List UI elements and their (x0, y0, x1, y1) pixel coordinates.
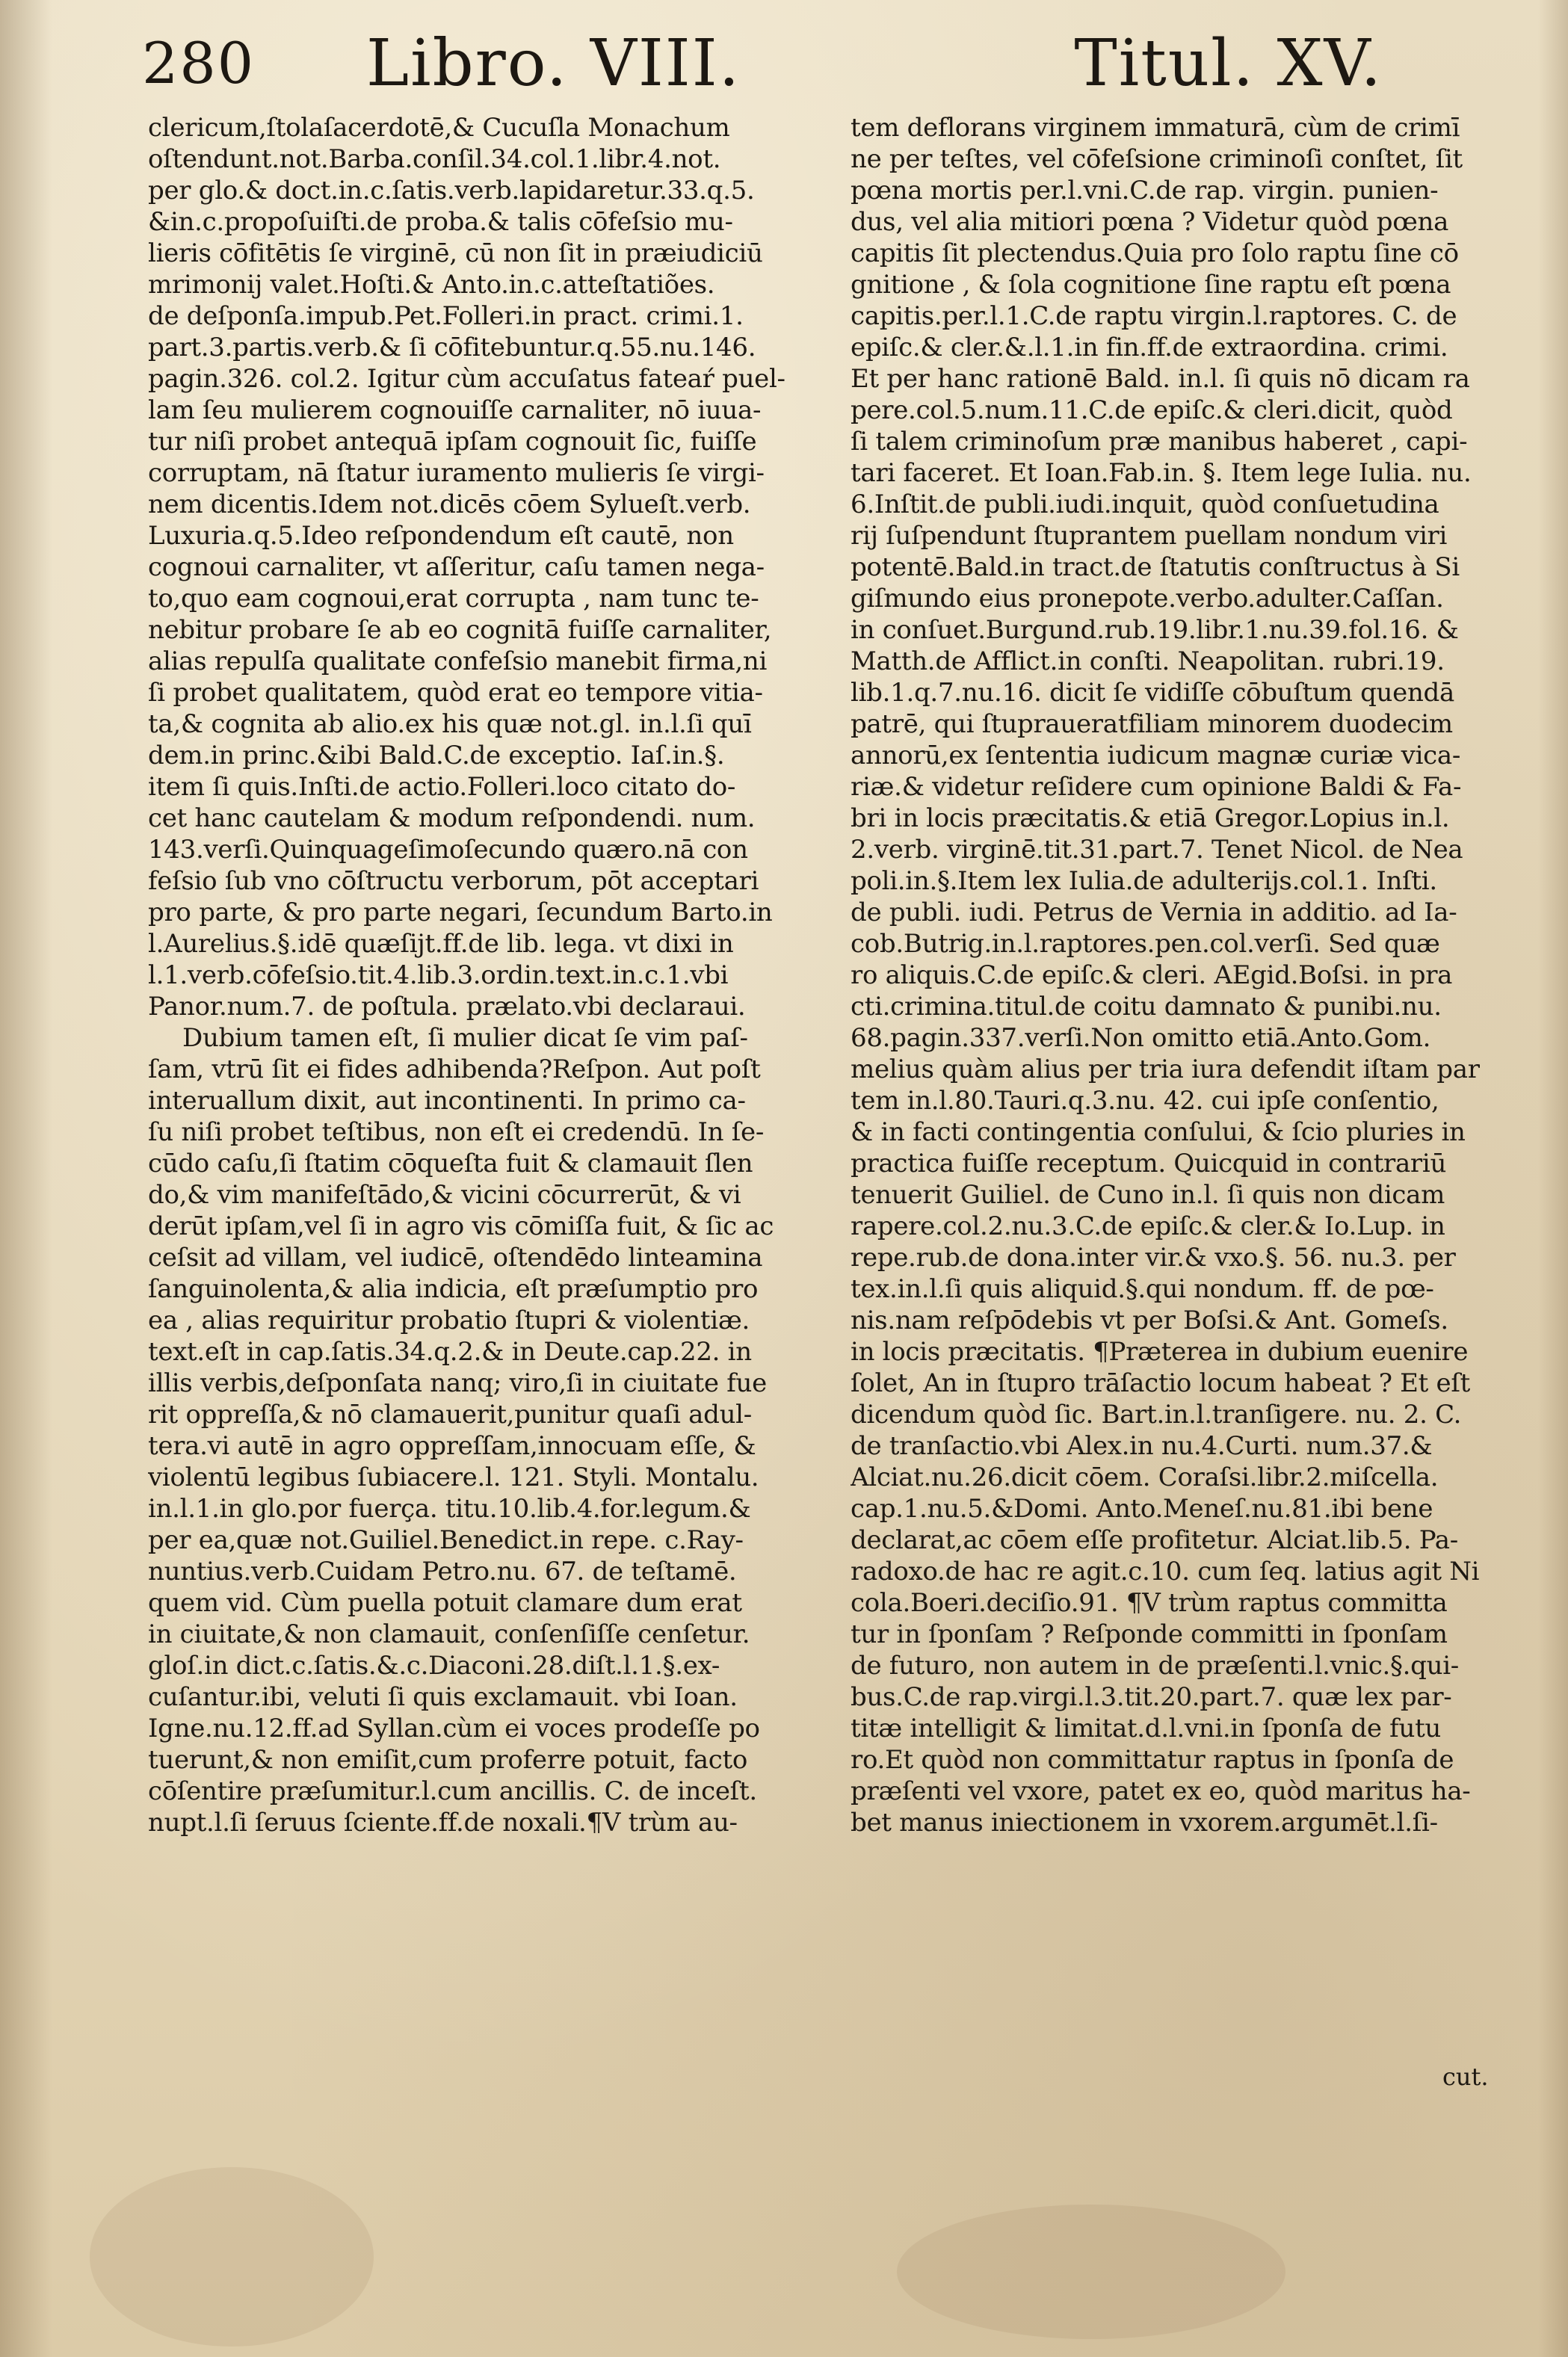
text-line: l.1.verb.cōfeſsio.tit.4.lib.3.ordin.text.in.c.1.vbi (148, 960, 729, 990)
text-line: Matth.de Afflict.in conſti. Neapolitan. rubri.19. (851, 646, 1445, 676)
text-line: in conſuet.Burgund.rub.19.libr.1.nu.39.fol.16. & (851, 615, 1459, 645)
text-line: dicendum quòd ſic. Bart.in.l.tranſigere. nu. 2. C. (851, 1400, 1462, 1430)
text-line: 6.Inſtit.de publi.iudi.inquit, quòd conſuetudina (851, 489, 1439, 519)
text-line: ſam, vtrū ſit ei fides adhibenda?Reſpon. Aut poſt (148, 1054, 761, 1084)
text-line: in locis præcitatis. ¶Præterea in dubium euenire (851, 1337, 1469, 1367)
text-line: text.eſt in cap.ſatis.34.q.2.& in Deute.cap.22. in (148, 1337, 752, 1367)
text-line: repe.rub.de dona.inter vir.& vxo.§. 56. nu.3. per (851, 1243, 1456, 1273)
text-line: de deſponſa.impub.Pet.Folleri.in pract. crimi.1. (148, 301, 744, 331)
text-line: cognoui carnaliter, vt aſſeritur, caſu tamen nega- (148, 552, 765, 582)
text-line: ne per teſtes, vel cōfeſsione criminoſi conſtet, ſit (851, 144, 1463, 174)
text-line: pœna mortis per.l.vni.C.de rap. virgin. punien- (851, 176, 1439, 206)
text-line: tera.vi autē in agro oppreſſam,innocuam eſſe, & (148, 1431, 756, 1461)
text-line: Dubium tamen eſt, ſi mulier dicat ſe vim paſ- (182, 1023, 748, 1053)
text-line: ſu niſi probet teſtibus, non eſt ei credendū. In ſe- (148, 1117, 765, 1147)
text-line: Panor.num.7. de poſtula. prælato.vbi declaraui. (148, 992, 746, 1022)
text-line: annorū,ex ſententia iudicum magnæ curiæ vica- (851, 741, 1461, 770)
text-line: rit oppreſſa,& nō clamauerit,punitur quaſi adul- (148, 1400, 752, 1430)
text-line: illis verbis,deſponſata nanq; viro,ſi in ciuitate fue (148, 1368, 767, 1398)
left-text-column (148, 112, 806, 1838)
text-line: lam ſeu mulierem cognouiſſe carnaliter, nō iuua- (148, 395, 762, 425)
text-line: cūdo caſu,ſi ſtatim cōqueſta fuit & clamauit ſlen (148, 1149, 753, 1178)
text-line: ta,& cognita ab alio.ex his quæ not.gl. in.l.ſi quī (148, 709, 752, 739)
text-line: gnitione , & ſola cognitione ſine raptu eſt pœna (851, 270, 1451, 300)
text-line: ceſsit ad villam, vel iudicē, oſtendēdo linteamina (148, 1243, 763, 1273)
text-line: nuntius.verb.Cuidam Petro.nu. 67. de teſtamē. (148, 1557, 737, 1587)
text-line: de publi. iudi. Petrus de Vernia in additio. ad Ia- (851, 898, 1457, 927)
text-line: mrimonij valet.Hoſti.& Anto.in.c.atteſtatiões. (148, 270, 715, 300)
text-line: cōſentire præſumitur.l.cum ancillis. C. de inceſt. (148, 1776, 757, 1806)
text-line: l.Aurelius.§.idē quæſijt.ff.de lib. lega. vt dixi in (148, 929, 734, 959)
text-line: 68.pagin.337.verſi.Non omitto etiā.Anto.Gom. (851, 1023, 1431, 1053)
text-line: tuerunt,& non emiſit,cum proferre potuit, facto (148, 1745, 748, 1775)
text-line: epiſc.& cler.&.l.1.in fin.ff.de extraordina. crimi. (851, 333, 1448, 362)
text-line: bet manus iniectionem in vxorem.argumēt.l.ſi- (851, 1808, 1438, 1838)
text-line: titæ intelligit & limitat.d.l.vni.in ſponſa de futu (851, 1714, 1442, 1743)
text-line: item ſi quis.Inſti.de actio.Folleri.loco citato do- (148, 772, 736, 802)
running-book-title: Libro. VIII. (366, 26, 741, 101)
text-line: corruptam, nā ſtatur iuramento mulieris ſe virgi- (148, 458, 765, 488)
text-line: nupt.l.ſi ſeruus ſciente.ff.de noxali.¶V trùm au- (148, 1808, 738, 1838)
text-line: de futuro, non autem in de præſenti.l.vnic.§.qui- (851, 1651, 1459, 1681)
text-line: bri in locis præcitatis.& etiā Gregor.Lopius in.l. (851, 803, 1450, 833)
text-line: nebitur probare ſe ab eo cognitā fuiſſe carnaliter, (148, 615, 772, 645)
text-line: ro.Et quòd non committatur raptus in ſponſa de (851, 1745, 1454, 1775)
text-line: tem deflorans virginem immaturā, cùm de crimī (851, 113, 1460, 143)
text-line: quem vid. Cùm puella potuit clamare dum erat (148, 1588, 742, 1618)
text-line: do,& vim manifeſtādo,& vicini cōcurrerūt, & vi (148, 1180, 741, 1210)
text-line: de tranſactio.vbi Alex.in nu.4.Curti. num.37.& (851, 1431, 1433, 1461)
text-line: cola.Boeri.deciſio.91. ¶V trùm raptus committa (851, 1588, 1448, 1618)
text-line: tari faceret. Et Ioan.Fab.in. §. Item lege Iulia. nu. (851, 458, 1472, 488)
running-section-title: Titul. XV. (1074, 26, 1383, 101)
paper-stain (897, 2205, 1285, 2339)
text-line: potentē.Bald.in tract.de ſtatutis conſtructus à Si (851, 552, 1460, 582)
text-line: ea , alias requiritur probatio ſtupri & violentiæ. (148, 1306, 750, 1335)
text-line: per ea,quæ not.Guiliel.Benedict.in repe. c.Ray- (148, 1525, 744, 1555)
text-line: patrē, qui ſtupraueratfiliam minorem duodecim (851, 709, 1453, 739)
right-text-column (851, 112, 1508, 1838)
text-line: poli.in.§.Item lex Iulia.de adulterijs.col.1. Inſti. (851, 866, 1437, 896)
page-number: 280 (142, 30, 256, 96)
text-line: pagin.326. col.2. Igitur cùm accuſatus fateaŕ puel- (148, 364, 785, 394)
text-line: Alciat.nu.26.dicit cōem. Coraſsi.libr.2.miſcella. (851, 1462, 1439, 1492)
text-line: pro parte, & pro parte negari, ſecundum Barto.in (148, 898, 773, 927)
text-line: nis.nam reſpōdebis vt per Boſsi.& Ant. Gomeſs. (851, 1306, 1448, 1335)
text-line: præſenti vel vxore, patet ex eo, quòd maritus ha- (851, 1776, 1471, 1806)
text-line: dem.in princ.&ibi Bald.C.de exceptio. Iaſ.in.§. (148, 741, 725, 770)
text-line: part.3.partis.verb.& ſi cōfitebuntur.q.55.nu.146. (148, 333, 756, 362)
text-line: in ciuitate,& non clamauit, conſenſiſſe cenſetur. (148, 1619, 750, 1649)
text-line: gloſ.in dict.c.ſatis.&.c.Diaconi.28.diſt.l.1.§.ex- (148, 1651, 720, 1681)
text-line: pere.col.5.num.11.C.de epiſc.& cleri.dicit, quòd (851, 395, 1453, 425)
text-line: dus, vel alia mitiori pœna ? Videtur quòd pœna (851, 207, 1449, 237)
text-line: cuſantur.ibi, veluti ſi quis exclamauit. vbi Ioan. (148, 1682, 738, 1712)
text-line: violentū legibus ſubiacere.l. 121. Styli. Montalu. (148, 1462, 759, 1492)
text-line: tur in ſponſam ? Reſponde committi in ſponſam (851, 1619, 1448, 1649)
text-line: cet hanc cautelam & modum reſpondendi. num. (148, 803, 756, 833)
text-line: ſi talem criminoſum præ manibus haberet , capi- (851, 427, 1468, 457)
text-line: Luxuria.q.5.Ideo reſpondendum eſt cautē, non (148, 521, 734, 551)
text-line: feſsio ſub vno cōſtructu verborum, pōt acceptari (148, 866, 759, 896)
text-line: derūt ipſam,vel ſi in agro vis cōmiſſa fuit, & ſic ac (148, 1211, 774, 1241)
text-line: ſi probet qualitatem, quòd erat eo tempore vitia- (148, 678, 763, 708)
text-line: capitis.per.l.1.C.de raptu virgin.l.raptores. C. de (851, 301, 1457, 331)
text-line: cob.Butrig.in.l.raptores.pen.col.verſi. Sed quæ (851, 929, 1440, 959)
running-header (142, 22, 1383, 105)
text-line: riæ.& videtur reſidere cum opinione Baldi & Fa- (851, 772, 1462, 802)
text-line: in.l.1.in glo.por fuerça. titu.10.lib.4.for.legum.& (148, 1494, 751, 1524)
text-line: giſmundo eius pronepote.verbo.adulter.Caſſan. (851, 584, 1444, 614)
text-line: tur niſi probet antequā ipſam cognouit ſic, fuiſſe (148, 427, 757, 457)
text-line: & in facti contingentia conſului, & ſcio pluries in (851, 1117, 1466, 1147)
text-line: alias repulſa qualitate confeſsio manebit firma,ni (148, 646, 768, 676)
text-line: ro aliquis.C.de epiſc.& cleri. AEgid.Boſsi. in pra (851, 960, 1453, 990)
text-line: ſanguinolenta,& alia indicia, eſt præſumptio pro (148, 1274, 759, 1304)
text-line: cti.crimina.titul.de coitu damnato & punibi.nu. (851, 992, 1442, 1022)
text-line: Et per hanc rationē Bald. in.l. ſi quis nō dicam ra (851, 364, 1470, 394)
text-line: ſolet, An in ſtupro trāſactio locum habeat ? Et eſt (851, 1368, 1471, 1398)
text-line: lieris cōfitētis ſe virginē, cū non ſit in præiudiciū (148, 238, 763, 268)
text-line: &in.c.propoſuiſti.de proba.& talis cōfeſsio mu- (148, 207, 733, 237)
text-line: melius quàm alius per tria iura defendit iſtam par (851, 1054, 1480, 1084)
text-line: per glo.& doct.in.c.ſatis.verb.lapidaretur.33.q.5. (148, 176, 755, 206)
text-line: radoxo.de hac re agit.c.10. cum ſeq. latius agit Ni (851, 1557, 1480, 1587)
text-line: cap.1.nu.5.&Domi. Anto.Meneſ.nu.81.ibi bene (851, 1494, 1433, 1524)
text-line: declarat,ac cōem eſſe profitetur. Alciat.lib.5. Pa- (851, 1525, 1458, 1555)
text-line: to,quo eam cognoui,erat corrupta , nam tunc te- (148, 584, 759, 614)
text-line: 143.verſi.Quinquageſimoſecundo quæro.nā con (148, 835, 748, 865)
text-line: tem in.l.80.Tauri.q.3.nu. 42. cui ipſe conſentio, (851, 1086, 1439, 1116)
text-line: interuallum dixit, aut incontinenti. In primo ca- (148, 1086, 746, 1116)
text-line: clericum,ſtolaſacerdotē,& Cucuſla Monachum (148, 113, 730, 143)
paper-stain (90, 2167, 374, 2347)
catchword: cut. (1442, 2063, 1489, 2091)
text-line: tex.in.l.ſi quis aliquid.§.qui nondum. ff. de pœ- (851, 1274, 1434, 1304)
text-line: 2.verb. virginē.tit.31.part.7. Tenet Nicol. de Nea (851, 835, 1463, 865)
text-line: oſtendunt.not.Barba.conſil.34.col.1.libr.4.not. (148, 144, 721, 174)
text-line: bus.C.de rap.virgi.l.3.tit.20.part.7. quæ lex par- (851, 1682, 1452, 1712)
text-line: rapere.col.2.nu.3.C.de epiſc.& cler.& Io.Lup. in (851, 1211, 1445, 1241)
text-line: lib.1.q.7.nu.16. dicit ſe vidiſſe cōbuſtum quendā (851, 678, 1454, 708)
text-line: practica fuiſſe receptum. Quicquid in contrariū (851, 1149, 1447, 1178)
text-line: rij ſuſpendunt ſtuprantem puellam nondum viri (851, 521, 1448, 551)
text-line: capitis ſit plectendus.Quia pro ſolo raptu ſine cō (851, 238, 1459, 268)
text-line: Igne.nu.12.ff.ad Syllan.cùm ei voces prodeſſe po (148, 1714, 760, 1743)
text-line: tenuerit Guiliel. de Cuno in.l. ſi quis non dicam (851, 1180, 1445, 1210)
text-line: nem dicentis.Idem not.dicēs cōem Sylueſt.verb. (148, 489, 751, 519)
